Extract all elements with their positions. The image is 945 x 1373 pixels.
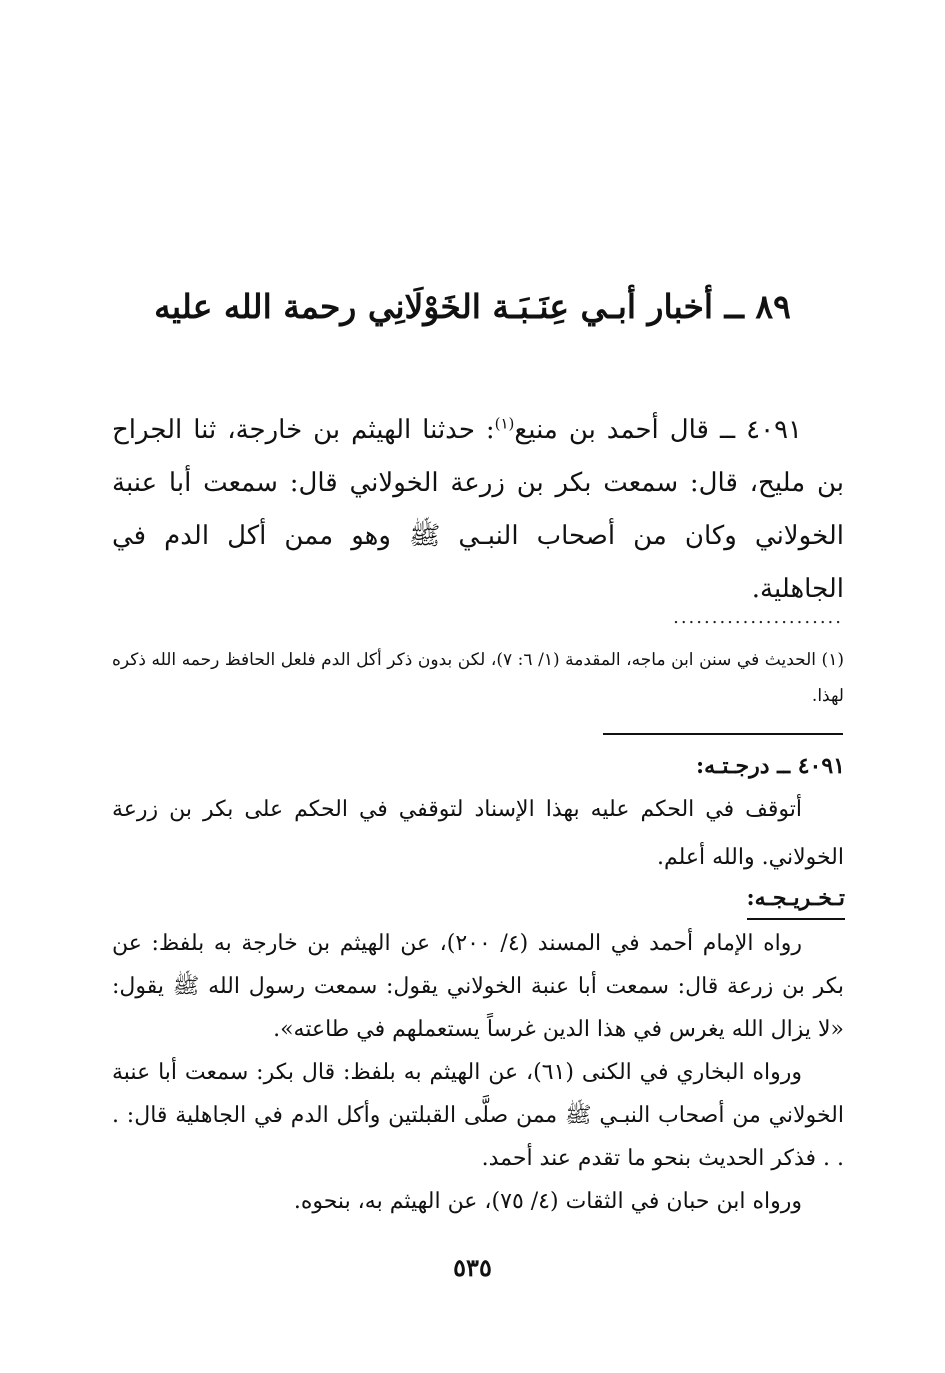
takhrij-text: [112, 922, 844, 1223]
footnotes: [112, 642, 844, 714]
chapter-title: ٨٩ ــ أخبار أبـي عِنَـبَـة الخَوْلَانِي رحمة الله عليه: [154, 287, 791, 326]
grading-paragraph: أتوقف في الحكم عليه بهذا الإسناد لتوقفي في الحكم على بكر بن زرعة الخولاني. والله أعلم.: [112, 797, 844, 870]
page-number: ٥٣٥: [453, 1253, 492, 1282]
grading-heading: ٤٠٩١ ــ درجـتـه:: [696, 753, 845, 779]
takhrij-heading: تـخـريـجـه:: [747, 880, 845, 920]
footnote-separator: ......................: [673, 607, 843, 628]
takhrij-paragraph-1: رواه الإمام أحمد في المسند (٤/ ٢٠٠)، عن الهيثم بن خارجة به بلفظ: عن بكر بن زرعة قال: سمعت أبا عنبة الخولاني يقول: سمعت رسول الله ﷺ يقول: «لا يزال الله يغرس في هذا الدين غرساً يستعملهم في طاعته».: [112, 931, 844, 1042]
takhrij-paragraph-2: ورواه البخاري في الكنى (٦١)، عن الهيثم به بلفظ: قال بكر: سمعت أبا عنبة الخولاني من أصحاب النبـي ﷺ ممن صلَّى القبلتين وأكل الدم في الجاهلية قال: . . . فذكر الحديث بنحو ما تقدم عند أحمد.: [112, 1060, 844, 1171]
hadith-body: : حدثنا الهيثم بن خارجة، ثنا الجراح بن مليح، قال: سمعت بكر بن زرعة الخولاني قال: سمعت أبا عنبة الخولاني وكان من أصحاب النبـي ﷺ وهو ممن أكل الدم في الجاهلية.: [112, 415, 844, 604]
hadith-text: [112, 404, 844, 616]
takhrij-paragraph-3: ورواه ابن حبان في الثقات (٤/ ٧٥)، عن الهيثم به، بنحوه.: [293, 1189, 802, 1214]
hadith-number-and-narrator: ٤٠٩١ ــ قال أحمد بن منيع: [514, 415, 802, 445]
grading-text: [112, 786, 844, 882]
section-divider: [603, 733, 843, 735]
footnote-1: (١) الحديث في سنن ابن ماجه، المقدمة (١/ ٦: ٧)، لكن بدون ذكر أكل الدم فلعل الحافظ رحمه الله ذكره لهذا.: [112, 650, 844, 706]
hadith-paragraph: [112, 404, 844, 616]
footnote-marker: (١): [494, 414, 515, 433]
